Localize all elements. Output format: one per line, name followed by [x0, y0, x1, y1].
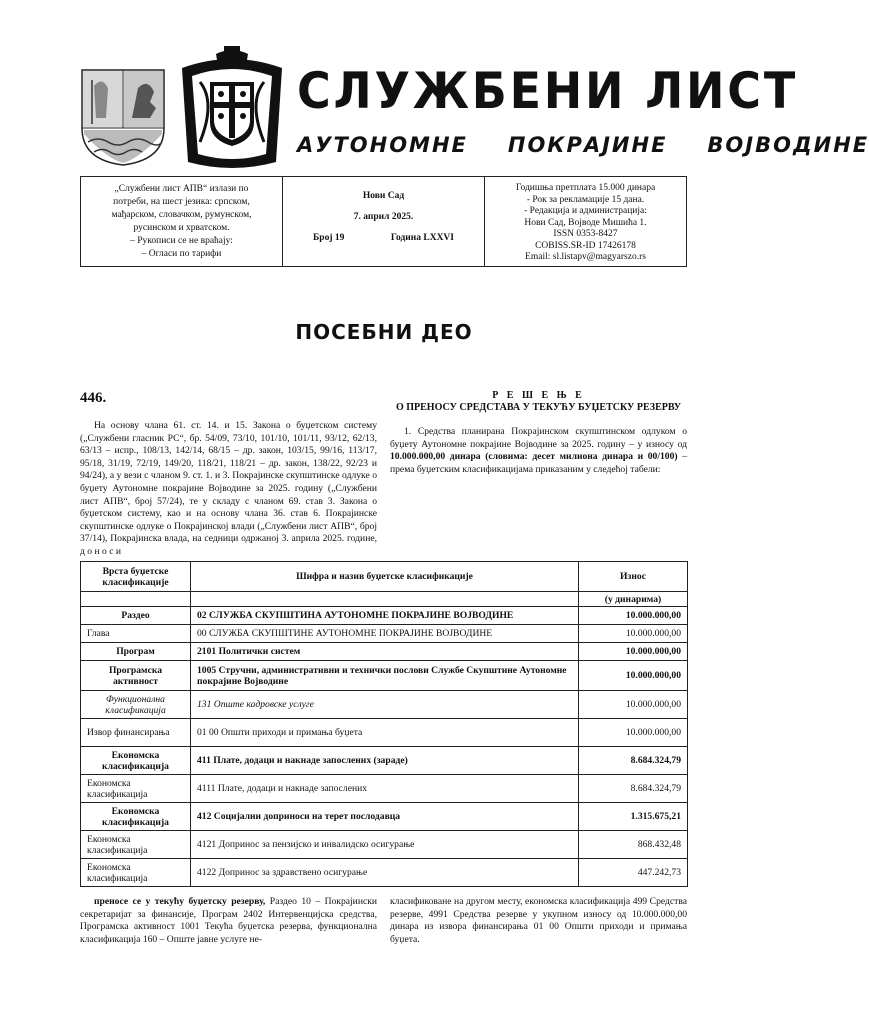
table-row: Економска класификација 4122 Допринос за здравствено осигурање 447.242,73	[81, 859, 688, 887]
subscription-info: Годишња претплата 15.000 динара - Рок за рекламације 15 дана. - Редакција и администрација: Нови Сад, Војводе Мишића 1. ISSN 0353-8427 COBISS.SR-ID 17426178 Email: sl.listapv@magyarszo.rs	[515, 183, 656, 262]
table-row: Економска класификација 411 Плате, додаци и накнаде запослених (зараде) 8.684.324,79	[81, 747, 688, 775]
section-title: ПОСЕБНИ ДЕО	[295, 320, 473, 344]
table-row: Економска класификација 412 Социјални доприноси на терет послодавца 1.315.675,21	[81, 803, 688, 831]
table-header-row: Врста буџетске класификације Шифра и назив буџетске класификације Износ	[81, 562, 688, 592]
resolution-title: Р Е Ш Е Њ Е О ПРЕНОСУ СРЕДСТАВА У ТЕКУЋУ БУЏЕТСКУ РЕЗЕРВУ	[395, 390, 682, 413]
issue-number: Број 19	[313, 233, 345, 243]
resolution-paragraph: 1. Средства планирана Покрајинском скупштинском одлуком о буџету Аутономне покрајине Војводине за 2025. годину – у износу од 10.000.000,00 динара (словима: десет милиона динара и 00/100) – према буџетским класификацијама приказаним у следећој табели:	[390, 426, 687, 475]
budget-table	[80, 561, 688, 887]
table-row: Раздео 02 СЛУЖБА СКУПШТИНА АУТОНОМНЕ ПОКРАЈИНЕ ВОЈВОДИНЕ 10.000.000,00	[81, 607, 688, 625]
serbian-coat-of-arms-icon	[176, 42, 288, 170]
masthead-title: СЛУЖБЕНИ ЛИСТ	[297, 62, 798, 120]
transfer-text-left: преносе се у текућу буџетску резерву, Раздео 10 – Покрајински секретаријат за финансије, Програм 2402 Интервенцијска средства, Програмска активност 1001 Текућа буџетска резерва, функционална класификација 160 – Опште јавне услуге не-	[80, 896, 378, 945]
publication-notes: „Службени лист АПВ“ излази по потреби, на шест језика: српском, мађарском, словачком, румунском, русинском и хрватском. – Рукописи се не враћају: – Огласи по тарифи	[81, 177, 283, 266]
table-row: Економска класификација 4111 Плате, додаци и накнаде запослених 8.684.324,79	[81, 775, 688, 803]
table-row: Програмска активност 1005 Стручни, административни и технички послови Службе Скупштине Аутономне покрајине Војводине 10.000.000,00	[81, 661, 688, 691]
table-row: Функционална класификација 131 Опште кадровске услуге 10.000.000,00	[81, 691, 688, 719]
transfer-text-right: класификоване на другом месту, економска класификација 499 Средства резерве, 4991 Средства резерве у укупном износу од 10.000.000,00 динара из извора финансирања 01 00 Општи приходи и примања буџета.	[390, 896, 687, 945]
issue-info	[283, 177, 485, 266]
vojvodina-coat-of-arms-icon	[80, 68, 166, 166]
table-row: Економска класификација 4121 Допринос за пензијско и инвалидско осигурање 868.432,48	[81, 831, 688, 859]
table-unit-row: (у динарима)	[81, 592, 688, 607]
issue-date: 7. април 2025.	[353, 212, 414, 222]
document-number: 446.	[80, 390, 107, 406]
publication-info-box	[80, 176, 687, 267]
issue-year: Година LXXVI	[390, 233, 454, 243]
table-row: Извор финансирања 01 00 Општи приходи и примања буџета 10.000.000,00	[81, 719, 688, 747]
preamble-text: На основу члана 61. ст. 14. и 15. Закона о буџетском систему („Службени гласник РС“, бр. 54/09, 73/10, 101/10, 101/11, 93/12, 62/13, 63/13 – испр., 108/13, 142/14, 68/15 – др. закон, 103/15, 99/16, 113/17, 95/18, 31/19, 72/19, 149/20, 118/21, 118/21 – др. закон, 138/22, 92/23 и 94/24), а у вези с чланом 9. ст. 1. и 3. Покрајинске скупштинске одлуке о буџету Аутономне покрајине Војводине за 2025. годину („Службени лист АПВ“, број 57/24), те у складу с чланом 69. став 3. Закона о буџетском систему, као и на основу члана 36. став 6. Покрајинске скупштинске одлуке о Покрајинској влади („Службени лист АПВ“, број 37/14), Покрајинска влада, на седници одржаној 3. априла 2025. године, д о н о с и	[80, 420, 377, 557]
table-row: Програм 2101 Политички систем 10.000.000,00	[81, 643, 688, 661]
masthead-subtitle: АУТОНОМНЕ ПОКРАЈИНЕ ВОЈВОДИНЕ	[297, 133, 869, 157]
table-row: Глава 00 СЛУЖБА СКУПШТИНЕ АУТОНОМНЕ ПОКРАЈИНЕ ВОЈВОДИНЕ 10.000.000,00	[81, 625, 688, 643]
issue-city: Нови Сад	[362, 191, 405, 201]
